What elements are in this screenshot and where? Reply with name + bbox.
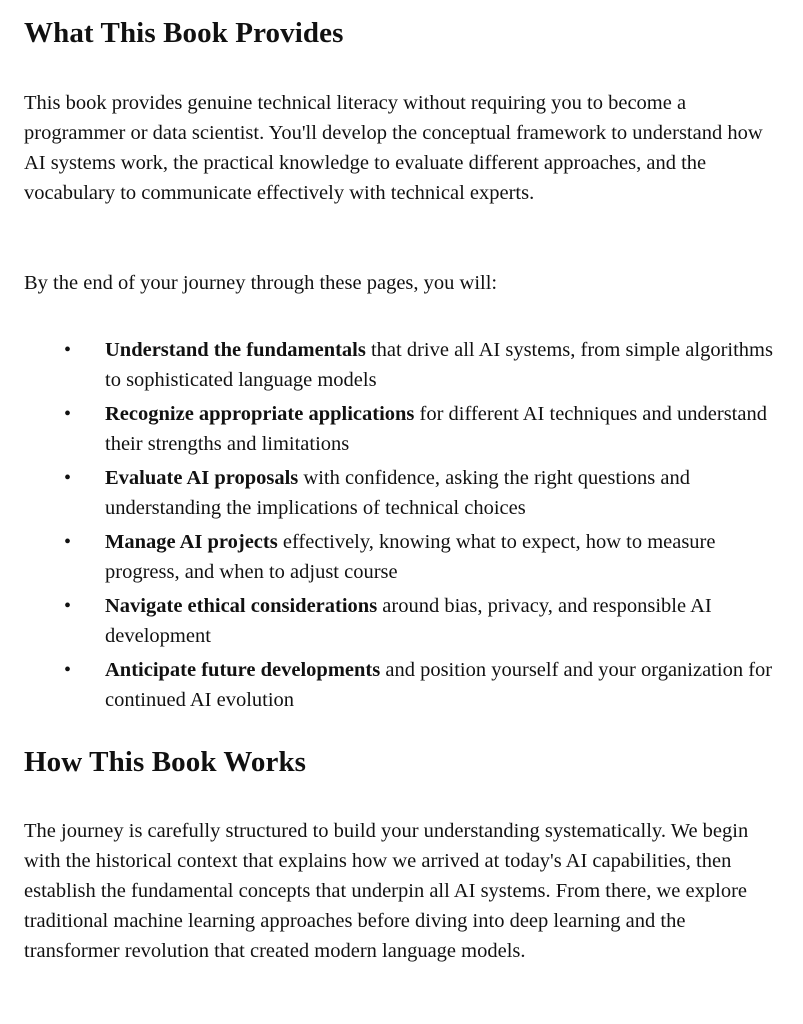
bullet-dot-icon: •	[64, 595, 72, 617]
list-item-text: around bias, privacy, and responsible AI development	[105, 595, 712, 647]
list-item	[24, 591, 784, 651]
list-item-text: effectively, knowing what to expect, how to measure progress, and when to adjust course	[105, 531, 716, 583]
list-item-bold: Manage AI projects	[105, 531, 278, 553]
bullet-dot-icon: •	[64, 339, 72, 361]
list-item	[24, 463, 784, 523]
list-item-bold: Evaluate AI proposals	[105, 467, 299, 489]
list-item	[24, 335, 784, 395]
section-heading-how-this-book-works: How This Book Works	[24, 746, 307, 778]
list-item	[24, 655, 784, 715]
outcomes-list	[24, 335, 784, 719]
list-item-text: that drive all AI systems, from simple algorithms to sophisticated language models	[105, 339, 773, 391]
list-item-bold: Anticipate future developments	[105, 659, 381, 681]
list-item-text: with confidence, asking the right questions and understanding the implications of technical choices	[105, 467, 690, 519]
section-heading-what-this-book-provides: What This Book Provides	[24, 17, 344, 49]
list-item-text: and position yourself and your organization for continued AI evolution	[105, 659, 773, 711]
list-item-bold: Recognize appropriate applications	[105, 403, 415, 425]
bullet-dot-icon: •	[64, 403, 72, 425]
list-item-bold: Understand the fundamentals	[105, 339, 366, 361]
section-paragraph-how-it-works: The journey is carefully structured to build your understanding systematically. We begin with the historical context that explains how we arrived at today's AI capabilities, then establish the fundamental concepts that underpin all AI systems. From there, we explore traditional machine learning approaches before diving into deep learning and the transformer revolution that created modern language models.	[24, 820, 749, 962]
list-item	[24, 527, 784, 587]
section-paragraph-provides: This book provides genuine technical literacy without requiring you to become a programmer or data scientist. You'll develop the conceptual framework to understand how AI systems work, the practical knowledge to evaluate different approaches, and the vocabulary to communicate effectively with technical experts.	[24, 92, 763, 204]
bullet-dot-icon: •	[64, 531, 72, 553]
bullet-dot-icon: •	[64, 467, 72, 489]
list-item-bold: Navigate ethical considerations	[105, 595, 378, 617]
bullet-intro: By the end of your journey through these pages, you will:	[24, 272, 498, 294]
list-item	[24, 399, 784, 459]
bullet-dot-icon: •	[64, 659, 72, 681]
list-item-text: for different AI techniques and understand their strengths and limitations	[105, 403, 767, 455]
